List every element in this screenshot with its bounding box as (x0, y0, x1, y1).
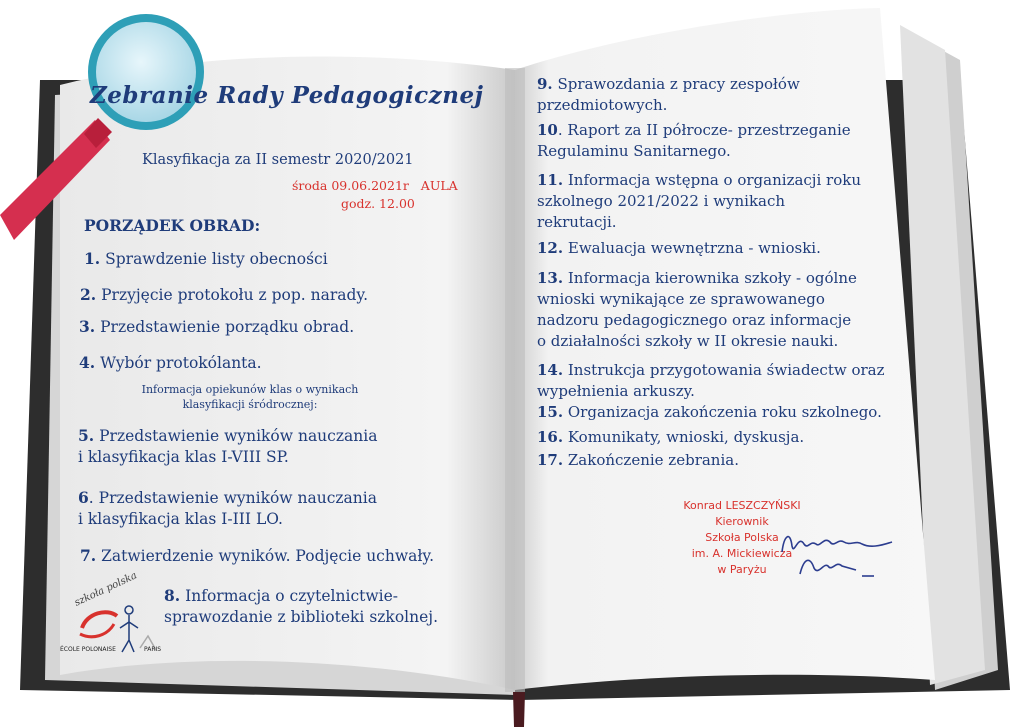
agenda-item-3: 3. Przedstawienie porządku obrad. (79, 317, 355, 336)
agenda-item-12: 12. Ewaluacja wewnętrzna - wnioski. (537, 239, 821, 257)
agenda-item-8: 8. Informacja o czytelnictwie- sprawozdanie z biblioteki szkolnej. (164, 586, 439, 626)
agenda-item-17: 17. Zakończenie zebrania. (537, 451, 739, 469)
date-line: środa 09.06.2021r AULA (292, 178, 458, 193)
subtitle: Klasyfikacja za II semestr 2020/2021 (142, 152, 414, 168)
handwritten-signature (770, 522, 900, 584)
logo-script: szkoła polska (72, 570, 139, 609)
logo-text-right: PARIS (144, 646, 162, 653)
agenda-item-13: 13. Informacja kierownika szkoły - ogólne wnioski wynikające ze sprawowanego nadzoru pedagogicznego oraz informacje o działalności szkoły w II okresie nauki. (537, 269, 857, 350)
agenda-item-1: 1. Sprawdzenie listy obecności (84, 249, 328, 268)
logo-text-left: ÉCOLE POLONAISE (60, 646, 116, 653)
agenda-item-11: 11. Informacja wstępna o organizacji roku szkolnego 2021/2022 i wynikach rekrutacji. (537, 171, 861, 231)
signature-patron: im. A. Mickiewicza (691, 547, 793, 560)
agenda-item-2: 2. Przyjęcie protokołu z pop. narady. (80, 285, 369, 304)
agenda-item-16: 16. Komunikaty, wnioski, dyskusja. (537, 428, 805, 446)
agenda-item-5: 5. Przedstawienie wyników nauczania i klasyfikacja klas I-VIII SP. (78, 426, 378, 466)
agenda-item-9: 9. Sprawozdania z pracy zespołów przedmiotowych. (537, 75, 800, 114)
class-teachers-note: Informacja opiekunów klas o wynikach klasyfikacji śródrocznej: (141, 383, 359, 411)
agenda-item-14: 14. Instrukcja przygotowania świadectw oraz wypełnienia arkuszy. (537, 361, 885, 400)
agenda-heading: PORZĄDEK OBRAD: (84, 216, 261, 235)
time-line: godz. 12.00 (341, 196, 415, 211)
signature-role: Kierownik (715, 515, 769, 528)
signature-city: w Paryżu (717, 563, 767, 576)
signature-school: Szkoła Polska (705, 531, 779, 544)
school-logo (60, 570, 162, 658)
agenda-item-4: 4. Wybór protokólanta. (79, 353, 262, 372)
agenda-item-7: 7. Zatwierdzenie wyników. Podjęcie uchwały. (80, 546, 435, 565)
agenda-item-6: 6. Przedstawienie wyników nauczania i klasyfikacja klas I-III LO. (78, 488, 377, 528)
agenda-item-10: 10. Raport za II półrocze- przestrzeganie Regulaminu Sanitarnego. (537, 121, 851, 160)
page-title: Zebranie Rady Pedagogicznej (90, 82, 484, 109)
signature-name: Konrad LESZCZYŃSKI (683, 499, 801, 512)
agenda-item-15: 15. Organizacja zakończenia roku szkolnego. (537, 403, 882, 421)
